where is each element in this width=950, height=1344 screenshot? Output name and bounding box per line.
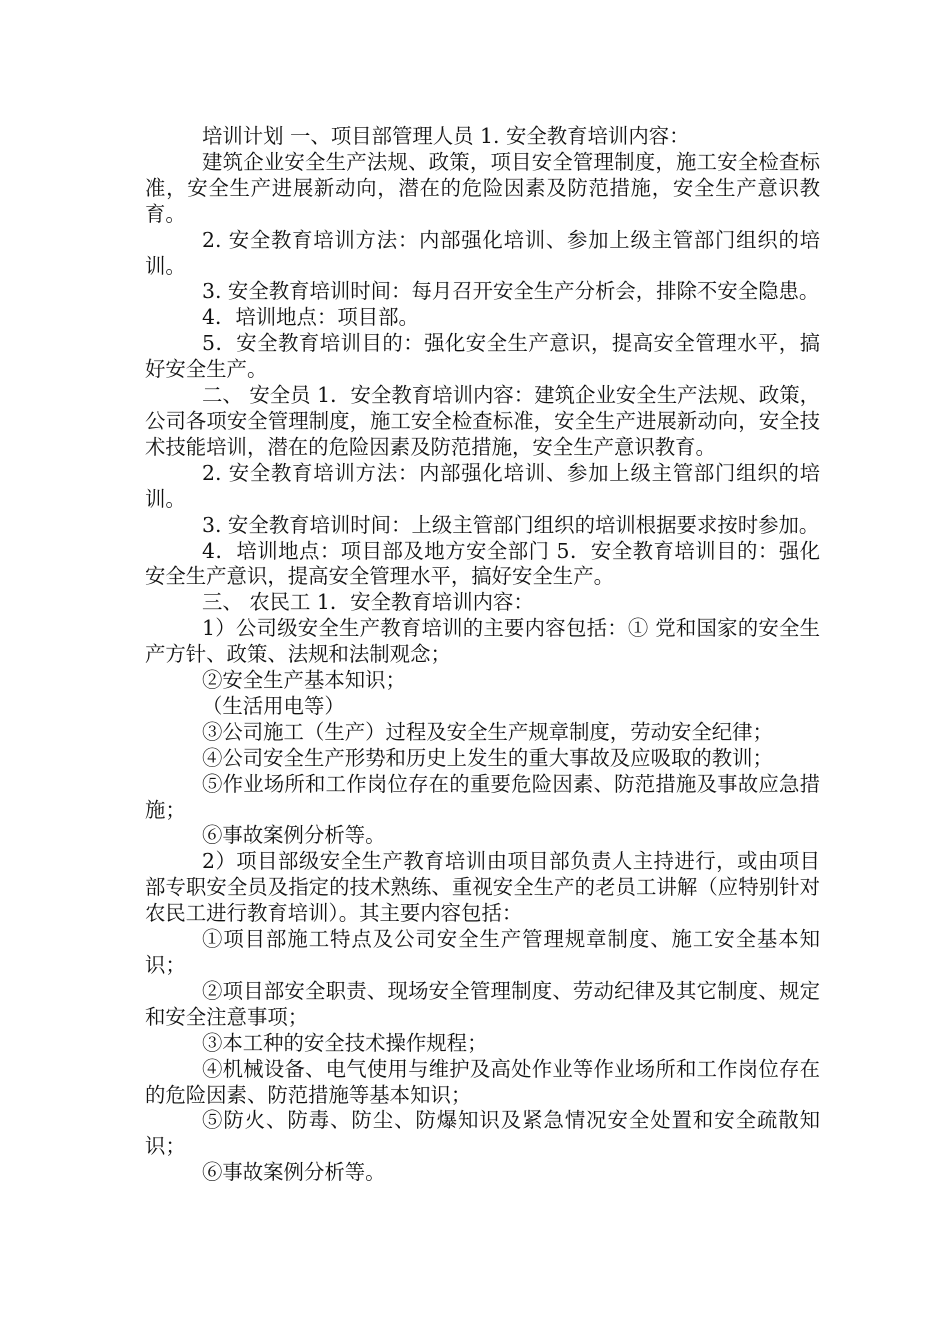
paragraph: 培训计划 一、项目部管理人员 1. 安全教育培训内容： xyxy=(202,124,690,148)
paragraph: 2. 安全教育培训方法：内部强化培训、参加上级主管部门组织的培训。 xyxy=(145,227,820,278)
paragraph: ⑥事故案例分析等。 xyxy=(202,823,386,848)
paragraph: 2. 安全教育培训方法：内部强化培训、参加上级主管部门组织的培训。 xyxy=(145,460,820,511)
paragraph: ②安全生产基本知识； xyxy=(202,668,406,693)
paragraph: （生活用电等） xyxy=(202,693,345,718)
paragraph: ⑤防火、防毒、防尘、防爆知识及紧急情况安全处置和安全疏散知识； xyxy=(145,1108,820,1159)
paragraph: ③公司施工（生产）过程及安全生产规章制度，劳动安全纪律； xyxy=(202,719,773,744)
paragraph: 2）项目部级安全生产教育培训由项目部负责人主持进行，或由项目部专职安全员及指定的技术熟练、重视安全生产的老员工讲解（应特别针对农民工进行教育培训）。其主要内容包括： xyxy=(145,849,820,926)
paragraph: ①项目部施工特点及公司安全生产管理规章制度、施工安全基本知识； xyxy=(145,927,820,977)
paragraph: 3. 安全教育培训时间：上级主管部门组织的培训根据要求按时参加。 xyxy=(202,512,820,537)
paragraph: ⑤作业场所和工作岗位存在的重要危险因素、防范措施及事故应急措施； xyxy=(145,771,820,822)
paragraph: 4．培训地点：项目部及地方安全部门 5．安全教育培训目的：强化安全生产意识，提高安全管理水平，搞好安全生产。 xyxy=(145,538,820,589)
paragraph: ③本工种的安全技术操作规程； xyxy=(202,1030,488,1055)
paragraph: 二、 安全员 1．安全教育培训内容：建筑企业安全生产法规、政策，公司各项安全管理制度，施工安全检查标准，安全生产进展新动向，安全技术技能培训，潜在的危险因素及防范措施，安全生产意识教育。 xyxy=(145,383,820,459)
paragraph: ④公司安全生产形势和历史上发生的重大事故及应吸取的教训； xyxy=(202,745,773,770)
paragraph: 1）公司级安全生产教育培训的主要内容包括：① 党和国家的安全生产方针、政策、法规和法制观念； xyxy=(145,616,820,667)
paragraph: ④机械设备、电气使用与维护及高处作业等作业场所和工作岗位存在的危险因素、防范措施等基本知识； xyxy=(145,1056,820,1107)
paragraph: ②项目部安全职责、现场安全管理制度、劳动纪律及其它制度、规定和安全注意事项； xyxy=(145,978,820,1029)
paragraph: 5．安全教育培训目的：强化安全生产意识，提高安全管理水平，搞好安全生产。 xyxy=(145,331,820,382)
paragraph: 三、 农民工 1．安全教育培训内容： xyxy=(202,590,534,615)
paragraph: 4．培训地点：项目部。 xyxy=(202,305,419,330)
paragraph: 建筑企业安全生产法规、政策，项目安全管理制度，施工安全检查标准，安全生产进展新动向，潜在的危险因素及防范措施，安全生产意识教育。 xyxy=(145,149,820,226)
document-body xyxy=(145,124,820,1186)
paragraph: 3. 安全教育培训时间：每月召开安全生产分析会，排除不安全隐患。 xyxy=(202,279,820,304)
paragraph: ⑥事故案例分析等。 xyxy=(202,1160,386,1185)
